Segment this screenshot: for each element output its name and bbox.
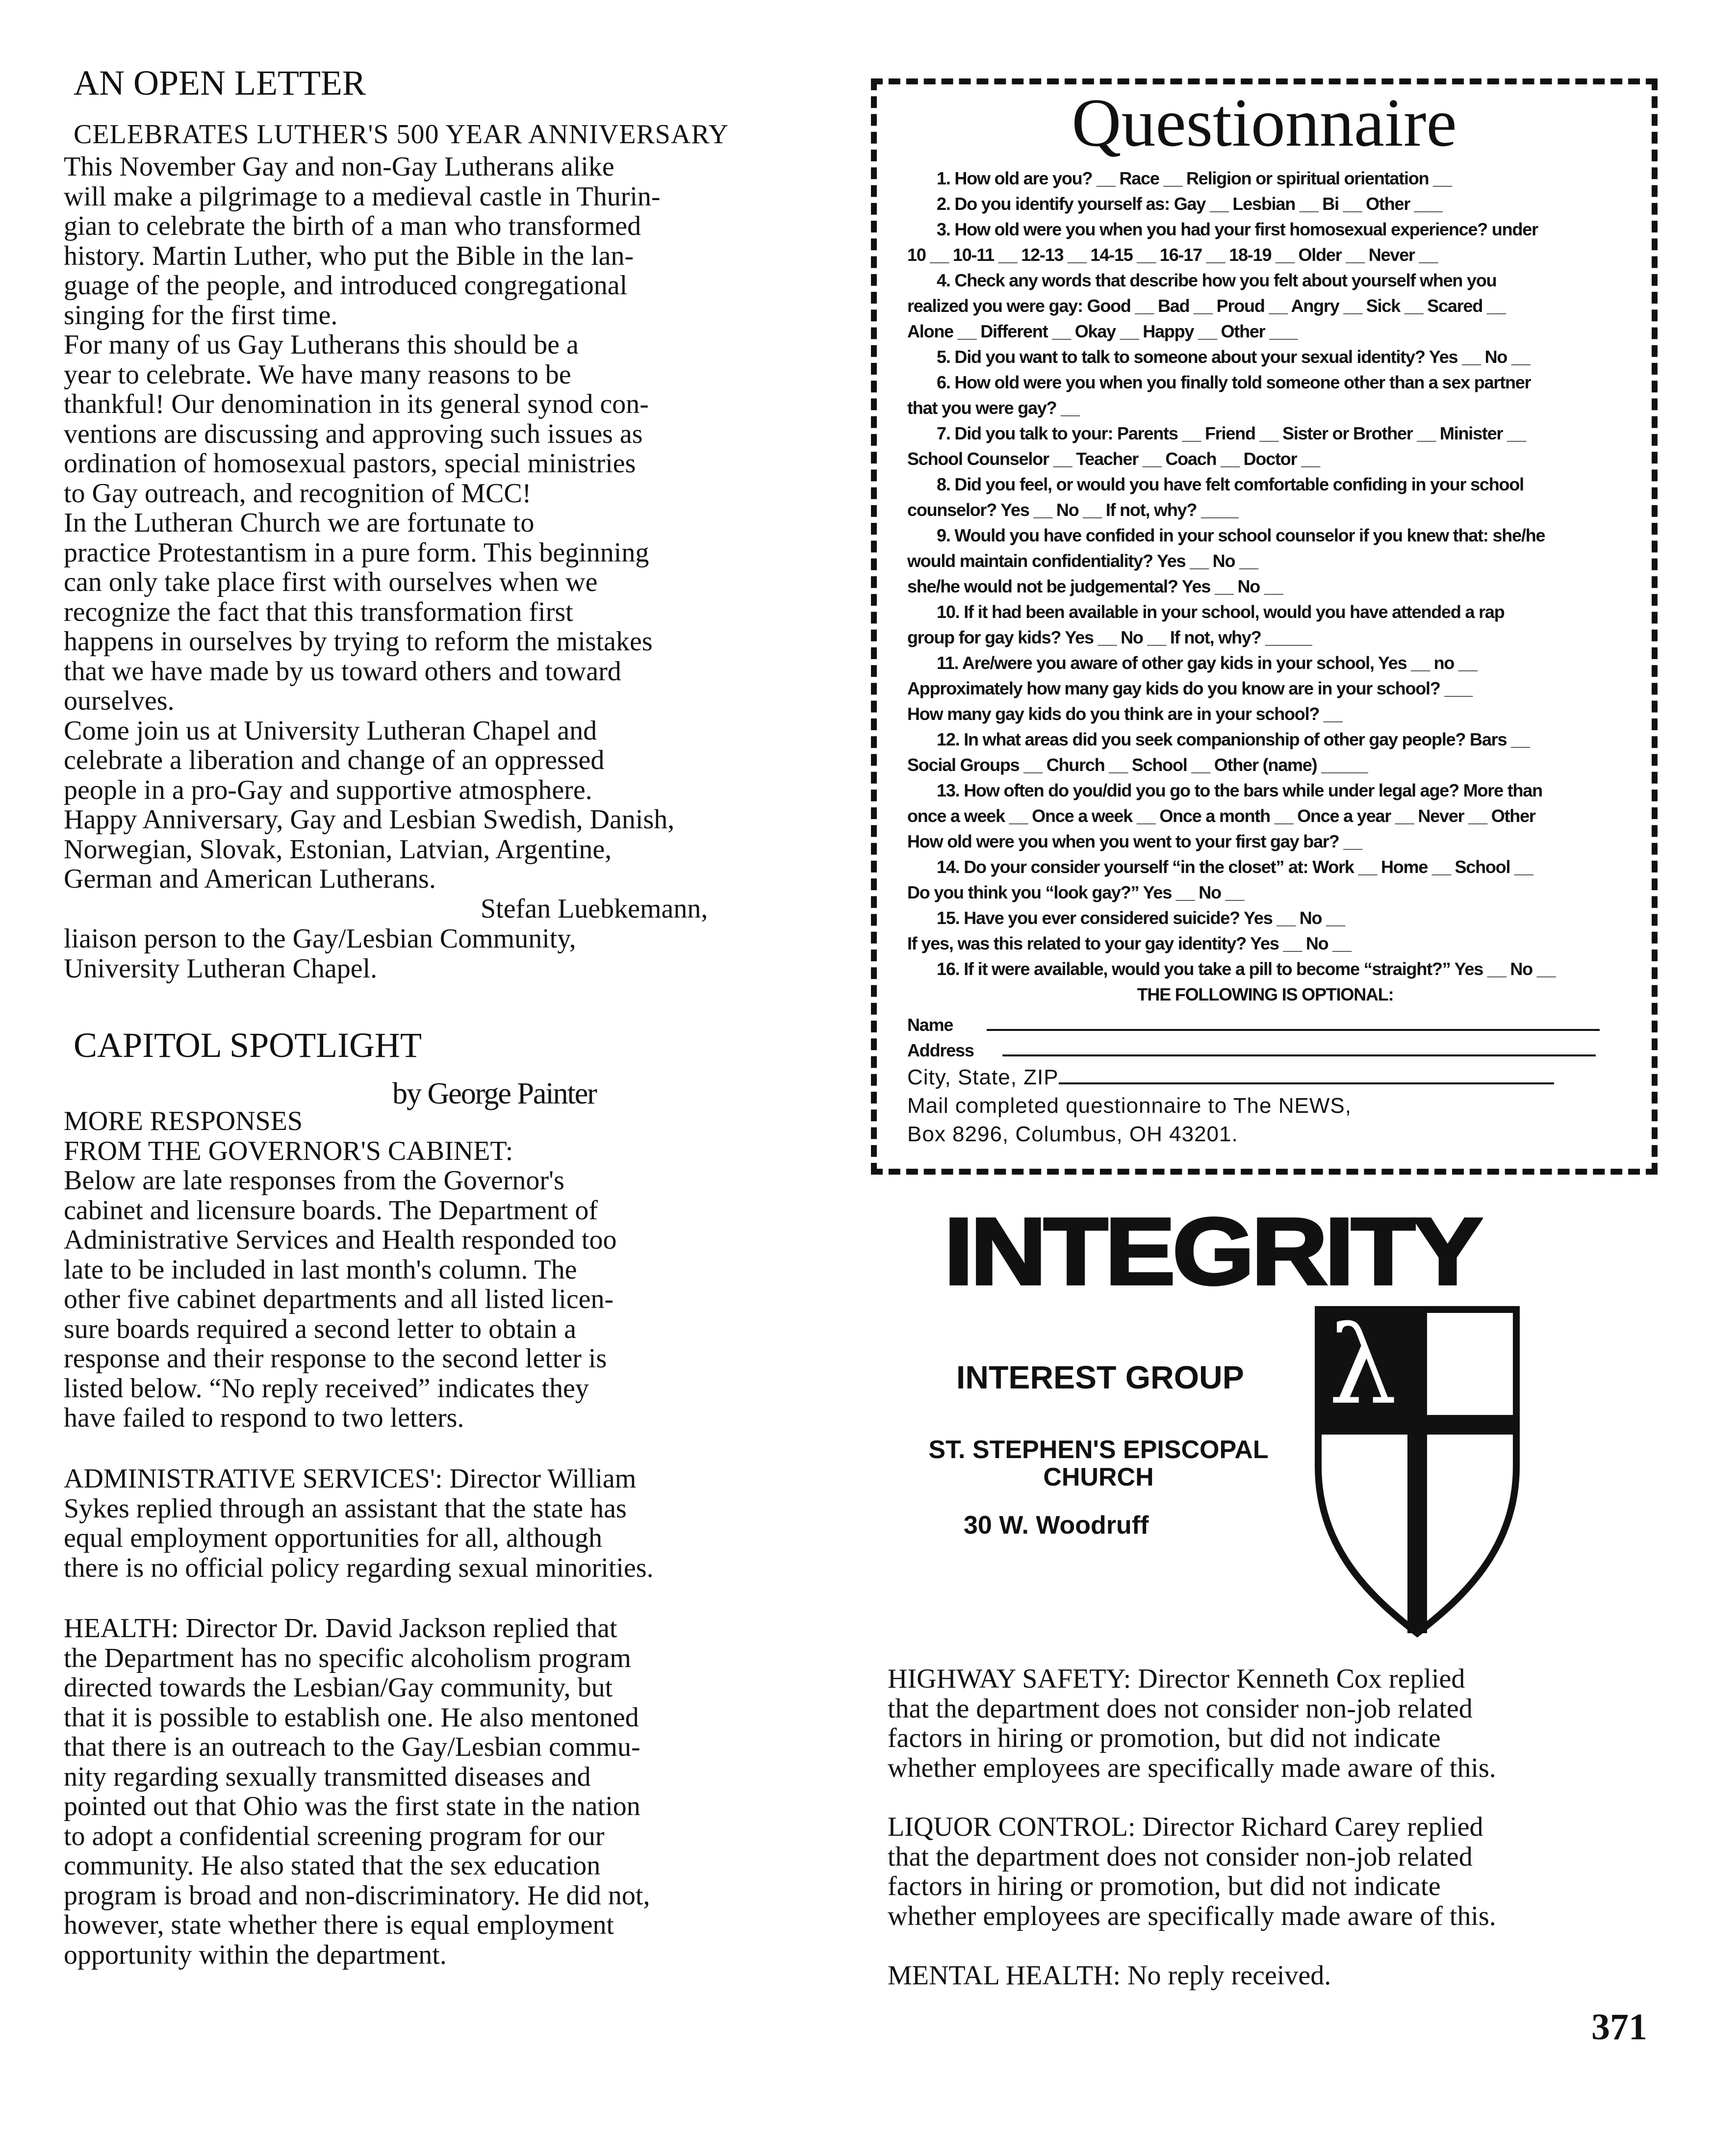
questionnaire-line: Alone __ Different __ Okay __ Happy __ Other ___ xyxy=(907,321,1297,341)
questionnaire-line: School Counselor __ Teacher __ Coach __ Doctor __ xyxy=(907,449,1320,469)
questionnaire-line: 10. If it had been available in your school, would you have attended a rap xyxy=(937,602,1505,622)
questionnaire-line: 12. In what areas did you seek companionship of other gay people? Bars __ xyxy=(937,729,1530,749)
lambda-symbol: λ xyxy=(1328,1305,1397,1428)
questionnaire-line: Approximately how many gay kids do you know are in your school? ___ xyxy=(907,678,1472,698)
mail-instructions-line2: Box 8296, Columbus, OH 43201. xyxy=(907,1122,1238,1146)
page-number: 371 xyxy=(1591,2006,1647,2048)
questionnaire-line: 8. Did you feel, or would you have felt comfortable confiding in your school xyxy=(937,474,1524,494)
integrity-ad-subtitle: INTEREST GROUP xyxy=(956,1359,1244,1395)
integrity-ad-address: 30 W. Woodruff xyxy=(964,1511,1149,1540)
questionnaire-line: 7. Did you talk to your: Parents __ Friend __ Sister or Brother __ Minister __ xyxy=(937,423,1526,443)
address-label: Address xyxy=(907,1040,974,1060)
questionnaire-line: 11. Are/were you aware of other gay kids in your school, Yes __ no __ xyxy=(937,653,1477,673)
questionnaire-title: Questionnaire xyxy=(1072,85,1457,161)
questionnaire-line: 16. If it were available, would you take a pill to become “straight?” Yes __ No __ xyxy=(937,959,1556,979)
signature-name: Stefan Luebkemann, xyxy=(481,894,708,924)
capitol-intro: Below are late responses from the Governor's cabinet and licensure boards. The Department of Administrative Services and Health responded too late to be included in last month's column. The other five cabinet departments and all listed licen- sure boards required a second letter to obtain a response and their response to the second letter is listed below. “No reply received” indicates they have failed to respond to two letters. xyxy=(64,1165,617,1433)
questionnaire-line: realized you were gay: Good __ Bad __ Proud __ Angry __ Sick __ Scared __ xyxy=(907,296,1506,316)
mental-health-paragraph: MENTAL HEALTH: No reply received. xyxy=(888,1960,1331,1991)
questionnaire-line: If yes, was this related to your gay identity? Yes __ No __ xyxy=(907,933,1351,953)
open-letter-title: AN OPEN LETTER xyxy=(74,63,366,103)
questionnaire-line: 3. How old were you when you had your first homosexual experience? under xyxy=(937,219,1538,239)
questionnaire-line: once a week __ Once a week __ Once a month __ Once a year __ Never __ Other xyxy=(907,806,1535,826)
questionnaire-line: 6. How old were you when you finally told someone other than a sex partner xyxy=(937,372,1531,392)
mail-instructions-line1: Mail completed questionnaire to The NEWS, xyxy=(907,1094,1352,1118)
questionnaire-line: 15. Have you ever considered suicide? Yes __ No __ xyxy=(937,908,1345,928)
questionnaire-line: Social Groups __ Church __ School __ Other (name) _____ xyxy=(907,755,1368,775)
name-label: Name xyxy=(907,1015,953,1035)
byline: by George Painter xyxy=(392,1077,596,1110)
questionnaire-line: 1. How old are you? __ Race __ Religion or spiritual orientation __ xyxy=(937,168,1452,188)
questionnaire-line: 5. Did you want to talk to someone about your sexual identity? Yes __ No __ xyxy=(937,347,1530,367)
administrative-services-paragraph: ADMINISTRATIVE SERVICES': Director William Sykes replied through an assistant that the state has equal employment opportunities for all, although there is no official policy regarding sexual minorities. xyxy=(64,1463,654,1583)
capitol-spotlight-title: CAPITOL SPOTLIGHT xyxy=(74,1026,422,1065)
questionnaire-line: 13. How often do you/did you go to the bars while under legal age? More than xyxy=(937,780,1542,800)
questionnaire-line: 14. Do your consider yourself “in the closet” at: Work __ Home __ School __ xyxy=(937,857,1533,877)
integrity-ad-title: INTEGRITY xyxy=(944,1198,1480,1305)
integrity-ad-church: ST. STEPHEN'S EPISCOPAL CHURCH xyxy=(928,1436,1269,1491)
questionnaire-line: counselor? Yes __ No __ If not, why? ____ xyxy=(907,500,1238,520)
questionnaire-line: 4. Check any words that describe how you felt about yourself when you xyxy=(937,270,1497,290)
questionnaire-line: THE FOLLOWING IS OPTIONAL: xyxy=(1137,984,1394,1004)
city-state-zip-field[interactable] xyxy=(907,1063,1623,1092)
questionnaire-questions xyxy=(907,166,1623,1149)
questionnaire-line: 10 __ 10-11 __ 12-13 __ 14-15 __ 16-17 __ 18-19 __ Older __ Never __ xyxy=(907,245,1438,265)
name-field[interactable] xyxy=(907,1012,1623,1038)
questionnaire-line: group for gay kids? Yes __ No __ If not, why? _____ xyxy=(907,627,1312,647)
episcopal-shield-icon xyxy=(1314,1305,1520,1638)
questionnaire-line: 9. Would you have confided in your school counselor if you knew that: she/he xyxy=(937,525,1545,545)
city-state-zip-label: City, State, ZIP xyxy=(907,1065,1059,1089)
questionnaire-line: How many gay kids do you think are in your school? __ xyxy=(907,704,1342,724)
questionnaire-line: that you were gay? __ xyxy=(907,398,1079,418)
open-letter-body: This November Gay and non-Gay Lutherans alike will make a pilgrimage to a medieval castle in Thurin- gian to celebrate the birth of a man who transformed history. Martin Luther, who put the Bible in the lan- guage of the people, and introduced congregational singing for the first time. For many of us Gay Lutherans this should be a year to celebrate. We have many reasons to be thankful! Our denomination in its general synod con- ventions are discussing and approving such issues as ordination of homosexual pastors, special ministries to Gay outreach, and recognition of MCC! In the Lutheran Church we are fortunate to practice Protestantism in a pure form. This beginning can only take place first with ourselves when we recognize the fact that this transformation first happens in ourselves by trying to reform the mistakes that we have made by us toward others and toward ourselves. Come join us at University Lutheran Chapel and celebrate a liberation and change of an oppressed people in a pro-Gay and supportive atmosphere. Happy Anniversary, Gay and Lesbian Swedish, Danish, Norwegian, Slovak, Estonian, Latvian, Argentine, German and American Lutherans. xyxy=(64,152,675,894)
highway-safety-paragraph: HIGHWAY SAFETY: Director Kenneth Cox replied that the department does not consider non-job related factors in hiring or promotion, but did not indicate whether employees are specifically made aware of this. xyxy=(888,1664,1496,1783)
open-letter-subtitle: CELEBRATES LUTHER'S 500 YEAR ANNIVERSARY xyxy=(74,119,729,150)
questionnaire-line: 2. Do you identify yourself as: Gay __ Lesbian __ Bi __ Other ___ xyxy=(937,194,1442,214)
liquor-control-paragraph: LIQUOR CONTROL: Director Richard Carey replied that the department does not consider non-job related factors in hiring or promotion, but did not indicate whether employees are specifically made aware of this. xyxy=(888,1812,1496,1931)
questionnaire-line: Do you think you “look gay?” Yes __ No __ xyxy=(907,882,1244,902)
questionnaire-line: she/he would not be judgemental? Yes __ No __ xyxy=(907,576,1283,596)
health-paragraph: HEALTH: Director Dr. David Jackson replied that the Department has no specific alcoholism program directed towards the Lesbian/Gay community, but that it is possible to establish one. He also mentoned that there is an outreach to the Gay/Lesbian commu- nity regarding sexually transmitted diseases and pointed out that Ohio was the first state in the nation to adopt a confidential screening program for our community. He also stated that the sex education program is broad and non-discriminatory. He did not, however, state whether there is equal employment opportunity within the department. xyxy=(64,1613,650,1970)
questionnaire-line: How old were you when you went to your first gay bar? __ xyxy=(907,831,1362,851)
questionnaire-line: would maintain confidentiality? Yes __ No __ xyxy=(907,551,1258,571)
signature-title: liaison person to the Gay/Lesbian Community, University Lutheran Chapel. xyxy=(64,924,576,984)
capitol-subhead: MORE RESPONSES FROM THE GOVERNOR'S CABINET: xyxy=(64,1106,513,1166)
address-field[interactable] xyxy=(907,1038,1623,1063)
